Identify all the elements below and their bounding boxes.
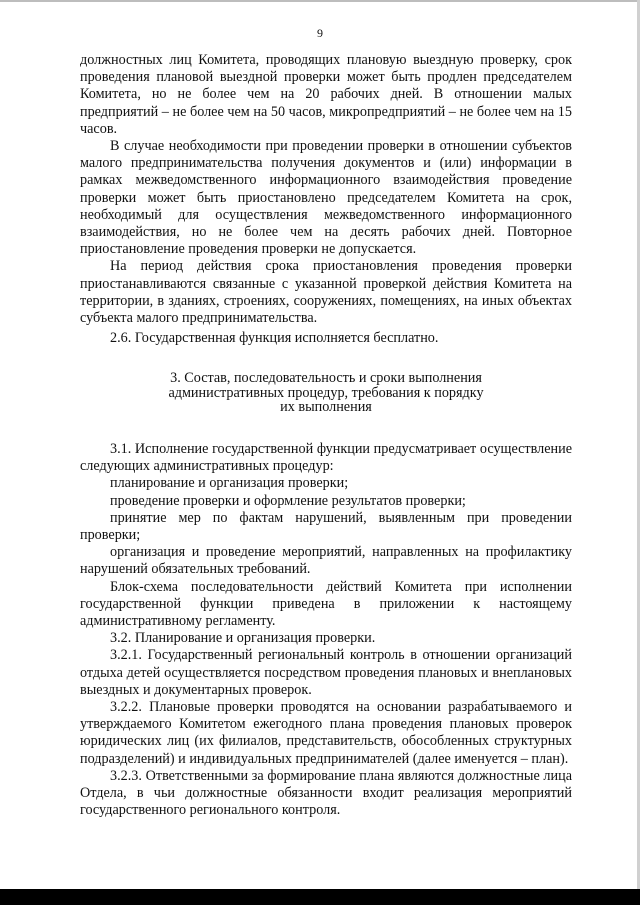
paragraph-3-2-1: 3.2.1. Государственный региональный контроль в отношении организаций отдыха детей осуществляется посредством проведения плановых и внеплановых выездных и документарных проверок. bbox=[80, 647, 572, 698]
paragraph-3-2: 3.2. Планирование и организация проверки. bbox=[110, 630, 376, 647]
procedure-item-measures: принятие мер по фактам нарушений, выявленным при проведении проверки; bbox=[80, 509, 572, 543]
section-heading-line-3: их выполнения bbox=[280, 399, 372, 416]
paragraph-continuation: должностных лиц Комитета, проводящих плановую выездную проверку, срок проведения плановой выездной проверки может быть продлен председателем Комитета, но не более чем на 20 рабочих дней. В отношении малых предприятий – не более чем на 50 часов, микропредприятий – не более чем на 15 часов. bbox=[80, 52, 572, 137]
section-heading-line-2: административных процедур, требования к порядку bbox=[168, 384, 484, 401]
paragraph-3-2-3: 3.2.3. Ответственными за формирование плана являются должностные лица Отдела, в чьи должностные обязанности входит реализация мероприятий государственного регионального контроля. bbox=[80, 767, 572, 819]
paragraph-flowchart: Блок-схема последовательности действий Комитета при исполнении государственной функции приведена в приложении к настоящему административному регламенту. bbox=[80, 578, 572, 629]
scan-bottom-edge bbox=[0, 889, 640, 905]
paragraph-suspension-period: На период действия срока приостановления проведения проверки приостанавливаются связанные с указанной проверкой действия Комитета на территории, в зданиях, строениях, сооружениях, помещениях, на иных объектах субъекта малого предпринимательства. bbox=[80, 258, 572, 327]
procedure-item-planning: планирование и организация проверки; bbox=[110, 475, 349, 492]
section-heading bbox=[80, 371, 572, 415]
paragraph-3-2-2: 3.2.2. Плановые проверки проводятся на основании разрабатываемого и утверждаемого Комитетом ежегодного плана проведения плановых проверок юридических лиц (их филиалов, представительств, обособленных структурных подразделений) и индивидуальных предпринимателей (далее именуется – план). bbox=[80, 699, 572, 767]
document-body bbox=[80, 52, 572, 819]
scan-top-edge bbox=[0, 0, 640, 2]
page-number: 9 bbox=[317, 26, 323, 40]
paragraph-suspension: В случае необходимости при проведении проверки в отношении субъектов малого предпринимательства получения документов и (или) информации в рамках межведомственного информационного взаимодействия проведение проверки может быть приостановлено председателем Комитета на срок, необходимый для осуществления межведомственного информационного взаимодействия, но не более чем на десять рабочих дней. Повторное приостановление проведения проверки не допускается. bbox=[80, 138, 572, 258]
procedure-item-prevention: организация и проведение мероприятий, направленных на профилактику нарушений обязательных требований. bbox=[80, 544, 572, 578]
paragraph-2-6: 2.6. Государственная функция исполняется бесплатно. bbox=[110, 330, 439, 347]
section-heading-line-1: 3. Состав, последовательность и сроки выполнения bbox=[170, 370, 482, 387]
paragraph-3-1: 3.1. Исполнение государственной функции предусматривает осуществление следующих административных процедур: bbox=[80, 440, 572, 475]
procedure-item-inspection: проведение проверки и оформление результатов проверки; bbox=[110, 492, 466, 509]
